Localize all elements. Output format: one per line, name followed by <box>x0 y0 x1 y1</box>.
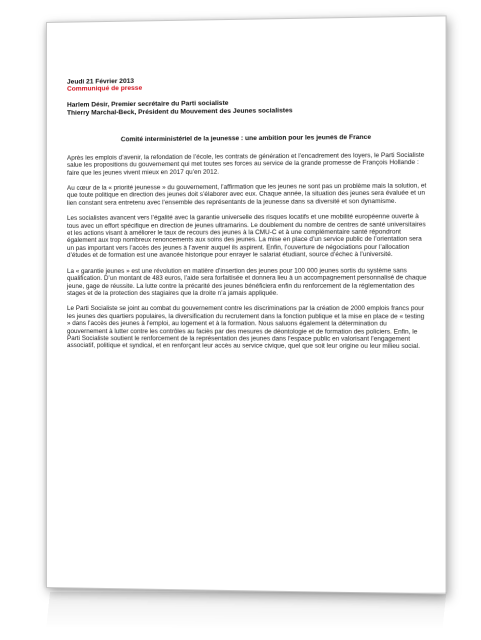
signatory-1: Harlem Désir, Premier secrétaire du Parti socialiste <box>66 99 229 109</box>
paragraph-3: Les socialistes avancent vers l’égalité avec la garantie universelle des risques locatifs et une mobilité européenne ouverte à tous avec un effort spécifique en direction de jeunes ultramarins. Le doublement du nombre de centres de santé universitaires et les actions visant à améliorer le taux de recours des jeunes à la CMU-C et à une complémentaire santé répondront également aux trop nombreux renoncements aux soins des jeunes. La mise en place d’un service public de l’orientation sera un pas important vers l’accès des jeunes à l’avenir auquel ils aspirent. Enfin, l’ouverture de négociations pour l’allocation d’études et de formation est une avancée historique pour enrayer le salariat étudiant, source d’échec à l’université. <box>66 213 426 260</box>
page-reflection <box>46 592 446 629</box>
paragraph-5: Le Parti Socialiste se joint au combat du gouvernement contre les discriminations par la création de 2000 emplois francs pour les jeunes des quartiers populaires, la diversification du recrutement dans la fonction publique et la mise en place de « testing » dans l’accès des jeunes à l’emploi, au logement et à la formation. Nous saluons également la détermination du gouvernement à lutter contre les contrôles au faciès par des mesures de déontologie et de formation des policiers. Enfin, le Parti Socialiste soutient le renforcement de la représentation des jeunes dans l’espace public en valorisant l’engagement associatif, politique et syndical, et en renforçant leur accès au service civique, quel que soit leur origine ou leur milieu social. <box>66 305 425 351</box>
document-content <box>67 74 427 359</box>
paragraph-4: La « garantie jeunes » est une révolution en matière d’insertion des jeunes pour 100 000 jeunes sortis du système sans qualification. D’un montant de 483 euros, l’aide sera forfaitisée et donnera lieu à un accompagnement personnalisé de chaque jeune, gage de réussite. La lutte contre la précarité des jeunes bénéficiera enfin du renforcement de la réglementation des stages et de la protection des stagiaires que la droite n’a jamais appliquée. <box>66 266 427 297</box>
document-type: Communiqué de presse <box>66 85 143 94</box>
paragraph-1: Après les emplois d’avenir, la refondation de l’école, les contrats de génération et l’encadrement des loyers, le Parti Socialiste salue les propositions du gouvernement qui met toutes ses forces au service de la grande promesse de François Hollande : faire que les jeunes vivent mieux en 2017 qu’en 2012. <box>66 151 425 177</box>
signatories <box>67 97 427 117</box>
paragraph-2: Au cœur de la « priorité jeunesse » du gouvernement, l’affirmation que les jeunes ne sont pas un problème mais la solution, et que toute politique en direction des jeunes doit s’élaborer avec eux. Chaque année, la situation des jeunes sera évaluée et un lien constant sera entretenu avec l’ensemble des représentants de la jeunesse dans sa diversité et son dynamisme. <box>66 182 427 207</box>
signatory-2: Thierry Marchal-Beck, Président du Mouvement des Jeunes socialistes <box>66 106 293 117</box>
document-page <box>46 15 447 594</box>
document-date: Jeudi 21 Février 2013 <box>66 77 135 86</box>
document-title: Comité interministériel de la jeunesse : une ambition pour les jeunes de France <box>120 134 372 144</box>
